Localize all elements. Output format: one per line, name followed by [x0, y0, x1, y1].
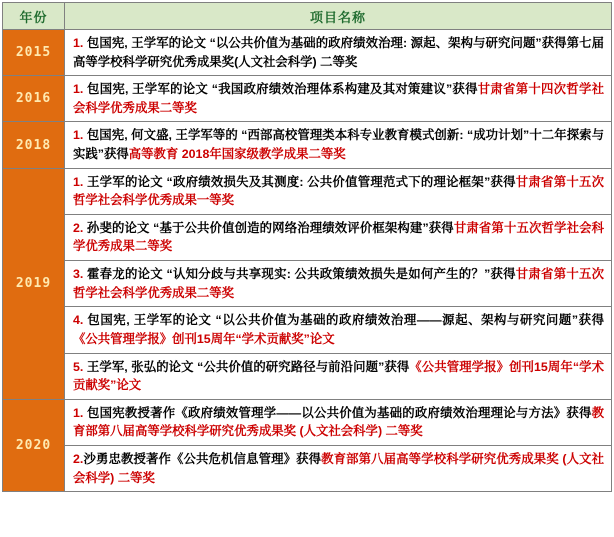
award-item-number: 1. — [73, 36, 84, 50]
award-item — [65, 76, 611, 121]
year-cell: 2016 — [3, 76, 65, 122]
award-item-highlight: 甘肃省第十五次哲学社会科学优秀成果二等奖 — [73, 220, 605, 254]
award-item — [65, 30, 611, 75]
award-item-text: 王学军, 张弘的论文 “公共价值的研究路径与前沿问题”获得 — [83, 359, 410, 374]
award-item-highlight: 教育部第八届高等学校科学研究优秀成果奖 (人文社会科学) 二等奖 — [73, 451, 604, 485]
award-item-text: 孙斐的论文 “基于公共价值创造的网络治理绩效评价框架构建”获得 — [83, 220, 454, 235]
table-row — [3, 76, 612, 122]
table-row — [3, 168, 612, 399]
award-item-text: 王学军的论文 “政府绩效损失及其测度: 公共价值管理范式下的理论框架”获得 — [83, 174, 516, 189]
award-item — [65, 169, 611, 215]
award-item-highlight: 甘肃省第十五次哲学社会科学优秀成果一等奖 — [73, 174, 604, 208]
items-cell — [65, 76, 612, 122]
award-item-number: 3. — [73, 267, 84, 282]
award-item-highlight: 《公共管理学报》创刊15周年“学术贡献奖”论文 — [73, 359, 604, 393]
award-item-text: 第七届高等学校科学研究优秀成果奖(人文社会科学) 二等奖 — [73, 36, 604, 69]
award-item-highlight: 甘肃省第十四次哲学社会科学优秀成果二等奖 — [73, 82, 604, 115]
award-item-number: 4. — [73, 313, 84, 328]
award-item — [65, 400, 611, 446]
award-item — [65, 446, 611, 491]
award-item-number: 1. — [73, 128, 84, 143]
award-item — [65, 122, 611, 167]
award-item — [65, 307, 611, 353]
column-header-year: 年份 — [3, 3, 65, 30]
year-cell: 2019 — [3, 168, 65, 399]
award-item — [65, 354, 611, 399]
award-item-text: 包国宪, 何文盛, 王学军等的 “西部高校管理类本科专业教育模式创新: “成功计划”十二年探索与实践”获得 — [73, 128, 604, 162]
award-item-text: 包国宪教授著作《政府绩效管理学——以公共价值为基础的政府绩效治理理论与方法》获得 — [83, 405, 592, 420]
items-cell — [65, 30, 612, 76]
award-item — [65, 215, 611, 261]
year-cell: 2015 — [3, 30, 65, 76]
award-item-text: 沙勇忠教授著作《公共危机信息管理》获得 — [83, 451, 322, 466]
award-item-highlight: 教育部第八届高等学校科学研究优秀成果奖 (人文社会科学) 二等奖 — [73, 405, 604, 439]
award-item-highlight: 甘肃省第十五次哲学社会科学优秀成果二等奖 — [73, 267, 604, 300]
column-header-title: 项目名称 — [65, 3, 612, 30]
items-cell — [65, 399, 612, 491]
items-cell — [65, 168, 612, 399]
award-item-text: 包国宪, 王学军的论文 “以公共价值为基础的政府绩效治理——源起、架构与研究问题”获得 — [83, 313, 604, 328]
award-item-text: 霍春龙的论文 “认知分歧与共享现实: 公共政策绩效损失是如何产生的？”获得 — [83, 267, 516, 282]
award-item-number: 2. — [73, 220, 84, 235]
items-cell — [65, 122, 612, 168]
award-item-number: 1. — [73, 82, 84, 97]
award-item-highlight: 《公共管理学报》创刊15周年“学术贡献奖”论文 — [73, 331, 335, 346]
table-header — [3, 3, 612, 30]
year-cell: 2018 — [3, 122, 65, 168]
award-item-highlight: 高等教育 2018年国家级教学成果二等奖 — [128, 147, 346, 162]
award-item — [65, 261, 611, 307]
year-cell: 2020 — [3, 399, 65, 491]
award-item-text: 包国宪, 王学军的论文 “以公共价值为基础的政府绩效治理: 源起、架构与研究问题”获得 — [83, 36, 567, 50]
header-row — [3, 3, 612, 30]
table-row — [3, 30, 612, 76]
award-item-number: 1. — [73, 174, 84, 189]
table-body — [3, 30, 612, 492]
awards-table — [2, 2, 612, 492]
award-item-number: 2. — [73, 451, 84, 466]
award-item-number: 1. — [73, 405, 84, 420]
award-item-text: 包国宪, 王学军的论文 “我国政府绩效治理体系构建及其对策建议”获得 — [83, 82, 478, 97]
table-row — [3, 122, 612, 168]
award-item-number: 5. — [73, 359, 84, 374]
table-row — [3, 399, 612, 491]
